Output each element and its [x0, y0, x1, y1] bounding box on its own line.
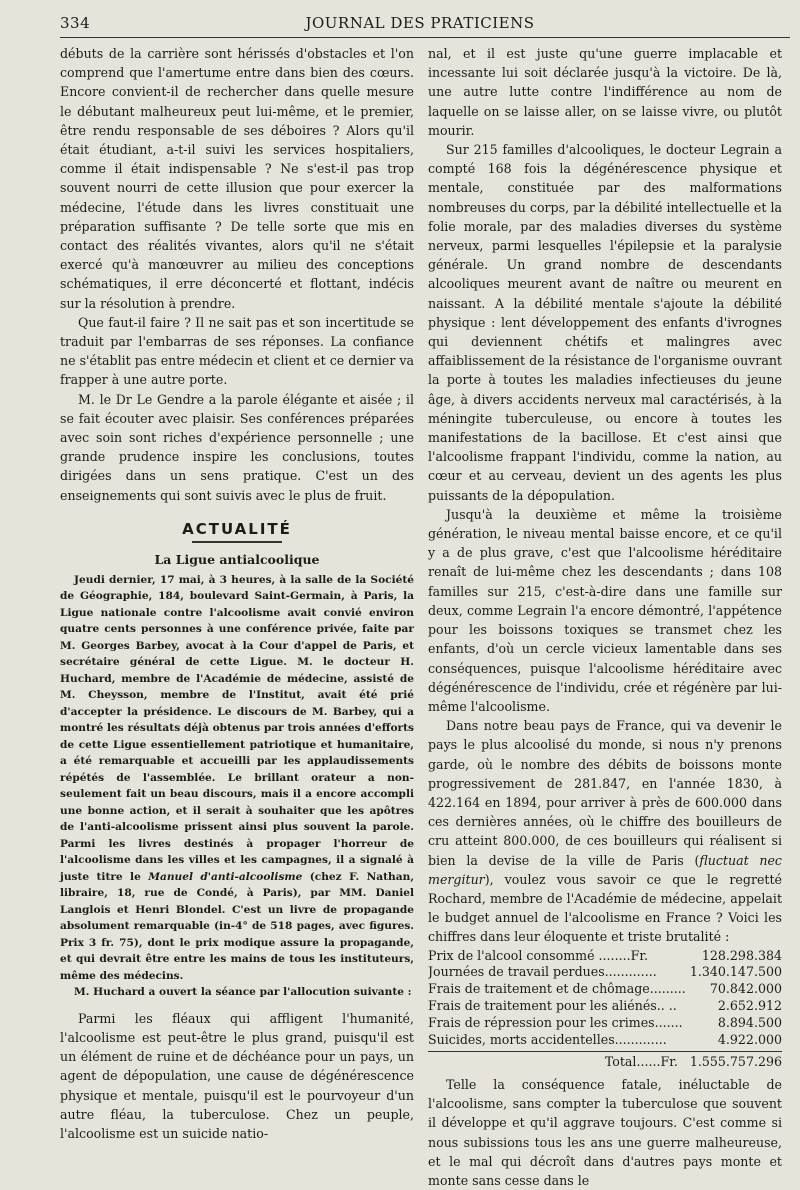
page-number: 334	[60, 14, 91, 32]
city-motto: fluctuat nec mergitur	[428, 852, 782, 887]
budget-amount: 8.894.500	[717, 1015, 782, 1031]
table-row	[428, 1015, 782, 1032]
paragraph-text: ), voulez vous savoir ce que le regretté Rochard, membre de l'Académie de médecine, appelait le budget annuel de l'alcoolisme en France ? Voici les chiffres dans leur éloquente et triste brutalité :	[428, 871, 782, 945]
paragraph: nal, et il est juste qu'une guerre implacable et incessante lui soit déclarée jusqu'à la victoire. De là, une autre lutte contre l'indifférence au nom de laquelle on se laisse aller, on se laisse vivre, ou plutôt mourir.	[428, 46, 782, 138]
paragraph: débuts de la carrière sont hérissés d'obstacles et l'on comprend que l'amertume entre dans bien des cœurs. Encore convient-il de rechercher dans quelle mesure le débutant malheureux peut lui-même, et le premier, être rendu responsable de ses déboires ? Alors qu'il était étudiant, a-t-il suivi les services hospitaliers, comme il était indispensable ? Ne s'est-il pas trop souvent nourri de cette illusion que pour exercer la médecine, l'étude dans les livres constituait une préparation suffisante ? De telle sorte que mis en contact des réalités vivantes, alors qu'il ne s'était exercé qu'à manœuvrer au milieu des conceptions schématiques, il erre déconcerté et flottant, indécis sur la résolution à prendre.	[60, 46, 414, 311]
budget-amount: 4.922.000	[717, 1032, 782, 1048]
budget-amount: 70.842.000	[709, 981, 782, 997]
budget-amount: 128.298.384	[701, 947, 782, 963]
paragraph-text: Jeudi dernier, 17 mai, à 3 heures, à la salle de la Société de Géographie, 184, boulevard Saint-Germain, à Paris, la Ligue nationale contre l'alcoolisme avait convié environ quatre cents personnes à une conférence privée, faite par M. Georges Barbey, avocat à la Cour d'appel de Paris, et secrétaire général de cette Ligue. M. le docteur H. Huchard, membre de l'Académie de médecine, assisté de M. Cheysson, membre de l'Institut, avait été prié d'accepter la présidence. Le discours de M. Barbey, qui a montré les résultats déjà obtenus par trois années d'efforts de cette Ligue essentiellement patriotique et humanitaire, a été remarquable et accueilli par les applaudissements répétés de l'assemblée. Le brillant orateur a non-seulement fait un beau discours, mais il a encore accompli une bonne action, et il serait à souhaiter que les apôtres de l'anti-alcoolisme prissent ainsi plus souvent la parole. Parmi les livres destinés à propager l'horreur de l'alcoolisme dans les villes et les campagnes, il a signalé à juste titre le	[60, 573, 414, 883]
table-row	[428, 964, 782, 981]
budget-total-row	[428, 1051, 782, 1071]
paragraph-text: (chez F. Nathan, libraire, 18, rue de Condé, à Paris), par MM. Daniel Langlois et Henri Blondel. C'est un livre de propagande absolument remarquable (in-4° de 518 pages, avec figures. Prix 3 fr. 75), dont le prix modique assure la propagande, et qui devrait être entre les mains de tous les instituteurs, même des médecins.	[60, 870, 415, 982]
left-column	[60, 44, 414, 1143]
budget-label: Prix de l'alcool consommé ........Fr.	[428, 947, 648, 963]
budget-total-amount: 1.555.757.296	[689, 1053, 782, 1069]
budget-total-label: Total......Fr.	[604, 1053, 678, 1069]
book-title: Manuel d'anti-alcoolisme	[148, 870, 303, 883]
budget-label: Journées de travail perdues.............	[428, 964, 657, 980]
paragraph: M. Huchard a ouvert la séance par l'allocution suivante :	[74, 986, 412, 999]
page-header	[60, 12, 780, 34]
paragraph: Jusqu'à la deuxième et même la troisième génération, le niveau mental baisse encore, et ce qu'il y a de plus grave, c'est que l'alcoolisme héréditaire renaît de lui-même chez les descendants ; dans 108 familles sur 215, c'est-à-dire dans une famille sur deux, comme Legrain l'a encore démontré, l'appétence pour les boissons toxiques se transmet chez les enfants, d'où un cercle vicieux lamentable dans ses conséquences, puisque l'alcoolisme héréditaire avec dégénérescence de l'individu, crée et régénère par lui-même l'alcoolisme.	[428, 506, 782, 714]
journal-title: JOURNAL DES PRATICIENS	[305, 14, 535, 32]
paragraph: Que faut-il faire ? Il ne sait pas et son incertitude se traduit par l'embarras de ses réponses. La confiance ne s'établit pas entre médecin et client et ce dernier va frapper à une autre porte.	[60, 314, 414, 388]
paragraph	[428, 716, 782, 946]
budget-table	[428, 948, 782, 1071]
budget-label: Frais de traitement pour les aliénés.. ..	[428, 998, 677, 1014]
budget-label: Frais de traitement et de chômage.........	[428, 981, 686, 997]
table-row	[428, 948, 782, 965]
header-rule	[60, 37, 790, 38]
article-subheading: La Ligue antialcoolique	[154, 551, 320, 567]
budget-amount: 2.652.912	[717, 998, 782, 1014]
table-row	[428, 981, 782, 998]
budget-label: Frais de répression pour les crimes.......	[428, 1015, 683, 1031]
paragraph	[60, 572, 414, 985]
paragraph: M. le Dr Le Gendre a la parole élégante et aisée ; il se fait écouter avec plaisir. Ses conférences préparées avec soin sont riches d'expérience personnelle ; une grande prudence inspire les conclusions, toutes dirigées dans un sens pratique. C'est un des enseignements qui sont suivis avec le plus de fruit.	[60, 391, 414, 503]
paragraph: Sur 215 familles d'alcooliques, le docteur Legrain a compté 168 fois la dégénérescence physique et mentale, constituée par des malformations nombreuses du corps, par la débilité intellectuelle et la folie morale, par des maladies diverses du système nerveux, parmi lesquelles l'épilepsie et la paralysie générale. Un grand nombre de descendants alcooliques meurent avant de naître ou meurent en naissant. A la débilité mentale s'ajoute la débilité physique : lent développement des enfants d'ivrognes qui deviennent chétifs et malingres avec affaiblissement de la résistance de l'organisme ouvrant la porte à toutes les maladies infectieuses du jeune âge, à divers accidents nerveux mal caractérisés, à la méningite tuberculeuse, ou encore à toutes les manifestations de la bacillose. Et c'est ainsi que l'alcoolisme frappant l'individu, comme la nation, au cœur et au cerveau, devient un des agents les plus puissants de la dépopulation.	[428, 142, 782, 503]
paragraph: Parmi les fléaux qui affligent l'humanité, l'alcoolisme est peut-être le plus grand, puisqu'il est un élément de ruine et de déchéance pour un pays, un agent de dépopulation, une cause de dégénérescence physique et mentale, puisqu'il est le pourvoyeur d'un autre fléau, la tuberculose. Chez un peuple, l'alcoolisme est un suicide natio-	[60, 1010, 414, 1142]
table-row	[428, 1032, 782, 1049]
paragraph-text: Dans notre beau pays de France, qui va devenir le pays le plus alcoolisé du monde, si nous n'y prenons garde, où le nombre des débits de boissons monte progressivement de 281.847, en l'année 1830, à 422.164 en 1894, pour arriver à près de 600.000 dans ces dernières années, où le chiffre des bouilleurs de cru atteint 800.000, de ces bouilleurs qui réalisent si bien la devise de la ville de Paris (	[428, 718, 782, 868]
budget-amount: 1.340.147.500	[689, 964, 782, 980]
right-column	[428, 44, 782, 1190]
heading-rule	[192, 541, 282, 543]
table-row	[428, 998, 782, 1015]
budget-label: Suicides, morts accidentelles.............	[428, 1032, 667, 1048]
paragraph: Telle la conséquence fatale, inéluctable de l'alcoolisme, sans compter la tuberculose que souvent il développe et qu'il aggrave toujours. C'est comme si nous subissions tous les ans une guerre malheureuse, et le mal qui décroît dans d'autres pays monte et monte sans cesse dans le	[428, 1076, 782, 1188]
section-heading: ACTUALITÉ	[182, 519, 292, 538]
